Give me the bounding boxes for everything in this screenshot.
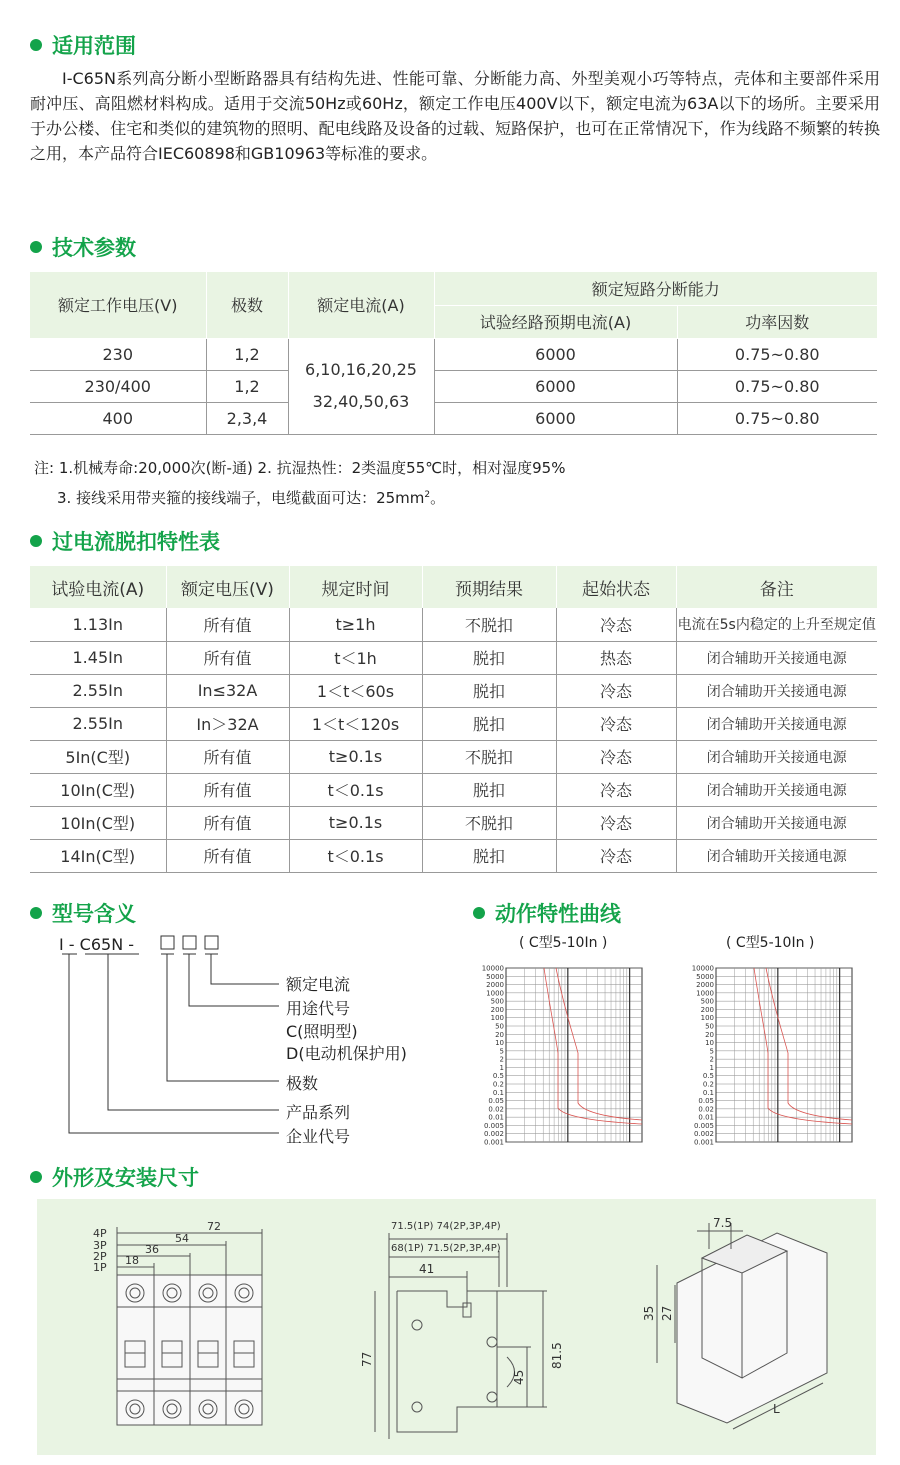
table-cell: 脱扣: [422, 839, 556, 872]
y-tick-label: 0.2: [492, 1080, 504, 1089]
table-cell: 10In(C型): [30, 773, 166, 806]
table-cell: 所有值: [166, 740, 289, 773]
table-cell: 脱扣: [422, 641, 556, 674]
dim-width-1: 71.5(1P) 74(2P,3P,4P): [391, 1221, 501, 1232]
y-tick-label: 0.002: [483, 1130, 504, 1139]
table-cell: t＜1h: [289, 641, 422, 674]
table-row: [30, 806, 877, 839]
table-row: [30, 839, 877, 872]
table-cell: 5In(C型): [30, 740, 166, 773]
table-cell: 冷态: [556, 707, 676, 740]
table-cell: 闭合辅助开关接通电源: [676, 740, 877, 773]
dim-45: 45: [512, 1369, 526, 1385]
table-cell: t≥0.1s: [289, 740, 422, 773]
cell-test-current: 6000: [434, 402, 677, 434]
table-cell: 冷态: [556, 839, 676, 872]
table-cell: 2.55In: [30, 674, 166, 707]
y-tick-label: 0.002: [693, 1130, 714, 1139]
table-cell: 不脱扣: [422, 740, 556, 773]
cell-voltage: 230: [30, 338, 206, 370]
table-cell: 热态: [556, 641, 676, 674]
y-tick-label: 0.1: [702, 1088, 714, 1097]
table-cell: 冷态: [556, 608, 676, 641]
table-row: [30, 674, 877, 707]
table-cell: 冷态: [556, 773, 676, 806]
y-tick-label: 0.05: [698, 1097, 714, 1106]
table-cell: 闭合辅助开关接通电源: [676, 674, 877, 707]
table-cell: In＞32A: [166, 707, 289, 740]
y-tick-label: 50: [495, 1022, 504, 1031]
dim-18: 18: [125, 1254, 139, 1267]
table-row: [30, 370, 877, 402]
table-cell: 所有值: [166, 806, 289, 839]
label-series: 产品系列: [286, 1103, 351, 1122]
y-tick-label: 100: [490, 1014, 504, 1023]
dim-7-5: 7.5: [713, 1216, 733, 1230]
table-cell: 所有值: [166, 641, 289, 674]
cell-current: [288, 338, 434, 434]
table-cell: 闭合辅助开关接通电源: [676, 806, 877, 839]
table-cell: 闭合辅助开关接通电源: [676, 839, 877, 872]
y-tick-label: 1: [709, 1063, 714, 1072]
section-title-model: 型号含义: [30, 898, 136, 928]
label-usage-d: D(电动机保护用): [286, 1044, 407, 1063]
table-row: [30, 608, 877, 641]
notes: [34, 455, 565, 512]
cell-poles: 1,2: [206, 338, 288, 370]
table-cell: 不脱扣: [422, 806, 556, 839]
table-cell: t＜0.1s: [289, 839, 422, 872]
bullet-icon: [30, 907, 42, 919]
th-voltage: 额定工作电压(V): [30, 272, 206, 338]
y-tick-label: 0.02: [488, 1105, 504, 1114]
trip-curve-chart-left: [470, 962, 645, 1148]
y-tick-label: 1000: [696, 989, 714, 998]
y-tick-label: 10000: [481, 964, 504, 973]
cell-pf: 0.75~0.80: [677, 370, 877, 402]
table-cell: 所有值: [166, 773, 289, 806]
trip-characteristics-table: [30, 566, 877, 873]
th-initial-state: 起始状态: [556, 566, 676, 608]
table-row: [30, 740, 877, 773]
label-poles: 极数: [286, 1074, 319, 1093]
cell-poles: 2,3,4: [206, 402, 288, 434]
rail-view-drawing: [627, 1213, 857, 1447]
dim-width-2: 68(1P) 71.5(2P,3P,4P): [391, 1243, 501, 1254]
y-tick-label: 5: [709, 1047, 714, 1056]
y-tick-label: 0.005: [693, 1121, 714, 1130]
section-title-dims: 外形及安装尺寸: [30, 1162, 199, 1192]
table-row: [30, 641, 877, 674]
table-row: [30, 707, 877, 740]
y-tick-label: 0.01: [698, 1113, 714, 1122]
cell-test-current: 6000: [434, 338, 677, 370]
table-cell: t＜0.1s: [289, 773, 422, 806]
y-tick-label: 5000: [486, 972, 504, 981]
table-cell: t≥0.1s: [289, 806, 422, 839]
label-rated-current: 额定电流: [286, 975, 351, 994]
y-tick-label: 0.05: [488, 1097, 504, 1106]
table-cell: 闭合辅助开关接通电源: [676, 641, 877, 674]
th-poles: 极数: [206, 272, 288, 338]
cell-test-current: 6000: [434, 370, 677, 402]
table-cell: 14In(C型): [30, 839, 166, 872]
y-tick-label: 0.001: [693, 1138, 714, 1147]
dim-27: 27: [660, 1305, 674, 1321]
section-title-tech: 技术参数: [30, 232, 136, 262]
table-cell: 脱扣: [422, 773, 556, 806]
code-box-2: [183, 936, 196, 949]
table-cell: 闭合辅助开关接通电源: [676, 773, 877, 806]
label-3p: 3P: [93, 1239, 107, 1252]
y-tick-label: 0.5: [492, 1072, 504, 1081]
label-usage-c: C(照明型): [286, 1022, 358, 1041]
y-tick-label: 200: [700, 1005, 714, 1014]
table-cell: 电流在5s内稳定的上升至规定值: [676, 608, 877, 641]
table-cell: 1＜t＜60s: [289, 674, 422, 707]
table-cell: 冷态: [556, 806, 676, 839]
table-cell: 1.13In: [30, 608, 166, 641]
table-cell: 1.45In: [30, 641, 166, 674]
th-rated-voltage: 额定电压(V): [166, 566, 289, 608]
table-cell: 所有值: [166, 608, 289, 641]
y-tick-label: 20: [705, 1030, 714, 1039]
dim-72: 72: [207, 1220, 221, 1233]
y-tick-label: 500: [700, 997, 714, 1006]
y-tick-label: 0.2: [702, 1080, 714, 1089]
curve-caption-right: ( C型5-10In ): [726, 935, 815, 951]
bullet-icon: [473, 907, 485, 919]
table-cell: 脱扣: [422, 707, 556, 740]
th-remarks: 备注: [676, 566, 877, 608]
table-cell: 冷态: [556, 740, 676, 773]
th-breaking: 额定短路分断能力: [434, 272, 877, 305]
y-tick-label: 10: [705, 1039, 714, 1048]
curve-caption-left: ( C型5-10In ): [519, 935, 608, 951]
code-box-1: [161, 936, 174, 949]
th-power-factor: 功率因数: [677, 305, 877, 338]
label-4p: 4P: [93, 1227, 107, 1240]
table-cell: 1＜t＜120s: [289, 707, 422, 740]
y-tick-label: 0.001: [483, 1138, 504, 1147]
y-tick-label: 2000: [486, 981, 504, 990]
bullet-icon: [30, 39, 42, 51]
y-tick-label: 100: [700, 1014, 714, 1023]
th-test-current: 试验电流(A): [30, 566, 166, 608]
bullet-icon: [30, 241, 42, 253]
label-company: 企业代号: [286, 1127, 351, 1146]
y-tick-label: 2: [499, 1055, 504, 1064]
y-tick-label: 200: [490, 1005, 504, 1014]
y-tick-label: 20: [495, 1030, 504, 1039]
note-line-1: 注: 1.机械寿命:20,000次(断-通) 2. 抗湿热性：2类温度55℃时，相对湿度95%: [34, 459, 566, 477]
current-line-1: 6,10,16,20,25: [305, 360, 417, 379]
table-cell: 脱扣: [422, 674, 556, 707]
y-tick-label: 1000: [486, 989, 504, 998]
th-test-current: 试验经路预期电流(A): [434, 305, 677, 338]
dim-35: 35: [642, 1305, 656, 1321]
table-cell: 10In(C型): [30, 806, 166, 839]
cell-poles: 1,2: [206, 370, 288, 402]
cell-voltage: 400: [30, 402, 206, 434]
bullet-icon: [30, 1171, 42, 1183]
code-box-3: [205, 936, 218, 949]
table-cell: In≤32A: [166, 674, 289, 707]
table-cell: 不脱扣: [422, 608, 556, 641]
bullet-icon: [30, 535, 42, 547]
dim-54: 54: [175, 1232, 189, 1245]
section-title-curve: 动作特性曲线: [473, 898, 621, 928]
y-tick-label: 5: [499, 1047, 504, 1056]
y-tick-label: 2: [709, 1055, 714, 1064]
tech-params-table: [30, 272, 877, 435]
y-tick-label: 5000: [696, 972, 714, 981]
cell-pf: 0.75~0.80: [677, 402, 877, 434]
current-line-2: 32,40,50,63: [312, 392, 410, 411]
table-cell: 2.55In: [30, 707, 166, 740]
y-tick-label: 0.5: [702, 1072, 714, 1081]
th-result: 预期结果: [422, 566, 556, 608]
y-tick-label: 0.1: [492, 1088, 504, 1097]
side-view-drawing: [347, 1207, 577, 1451]
dim-77: 77: [360, 1351, 374, 1367]
y-tick-label: 0.01: [488, 1113, 504, 1122]
th-time: 规定时间: [289, 566, 422, 608]
dim-L: L: [773, 1402, 780, 1416]
y-tick-label: 0.005: [483, 1121, 504, 1130]
y-tick-label: 10000: [691, 964, 714, 973]
table-cell: 冷态: [556, 674, 676, 707]
dimension-drawings: [37, 1199, 876, 1455]
y-tick-label: 10: [495, 1039, 504, 1048]
th-current: 额定电流(A): [288, 272, 434, 338]
trip-curve-chart-right: [680, 962, 855, 1148]
label-1p: 1P: [93, 1261, 107, 1274]
y-tick-label: 0.02: [698, 1105, 714, 1114]
label-2p: 2P: [93, 1250, 107, 1263]
table-row: [30, 773, 877, 806]
y-tick-label: 1: [499, 1063, 504, 1072]
table-row: [30, 338, 877, 370]
dim-41: 41: [419, 1262, 435, 1276]
section-title-trip: 过电流脱扣特性表: [30, 526, 220, 556]
y-tick-label: 500: [490, 997, 504, 1006]
intro-paragraph: I-C65N系列高分断小型断路器具有结构先进、性能可靠、分断能力高、外型美观小巧等特点，壳体和主要部件采用耐冲压、高阻燃材料构成。适用于交流50Hz或60Hz，额定工作电压400V以下，额定电流为63A以下的场所。主要采用于办公楼、住宅和类似的建筑物的照明、配电线路及设备的过载、短路保护，也可在正常情况下，作为线路不频繁的转换之用，本产品符合IEC60898和GB10963等标准的要求。: [30, 69, 880, 163]
front-view-drawing: [87, 1213, 277, 1449]
cell-pf: 0.75~0.80: [677, 338, 877, 370]
label-usage-code: 用途代号: [286, 999, 351, 1018]
section-title-scope: 适用范围: [30, 30, 136, 60]
model-code: I - C65N -: [59, 935, 135, 954]
dim-81-5: 81.5: [550, 1342, 564, 1369]
table-cell: 闭合辅助开关接通电源: [676, 707, 877, 740]
dim-36: 36: [145, 1243, 159, 1256]
table-row: [30, 402, 877, 434]
cell-voltage: 230/400: [30, 370, 206, 402]
table-cell: t≥1h: [289, 608, 422, 641]
y-tick-label: 50: [705, 1022, 714, 1031]
table-cell: 所有值: [166, 839, 289, 872]
y-tick-label: 2000: [696, 981, 714, 990]
note-line-2: 3. 接线采用带夹箍的接线端子，电缆截面可达：$25mm^2$。: [57, 489, 446, 507]
